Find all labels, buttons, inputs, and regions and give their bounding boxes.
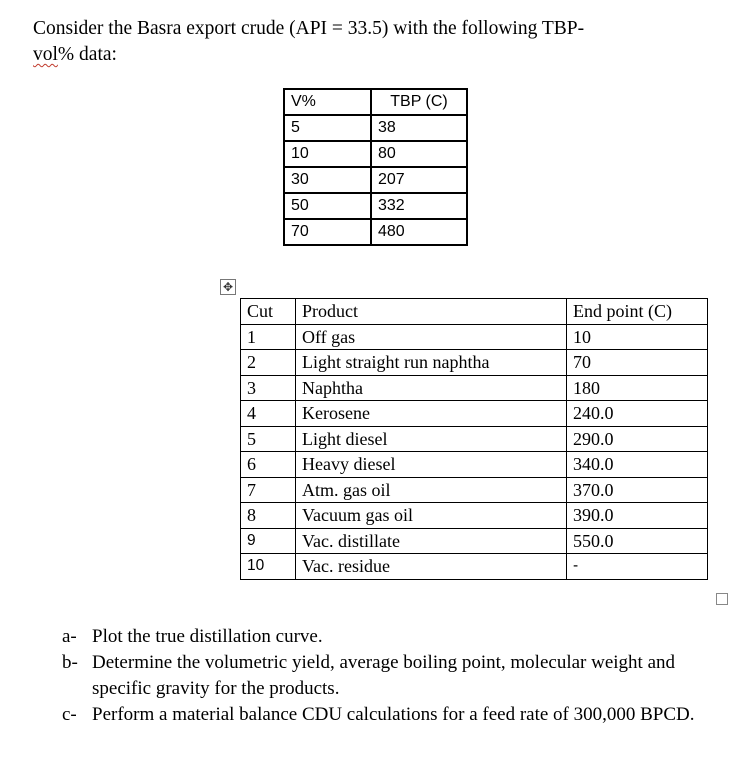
tbp-data-table	[283, 88, 468, 246]
cut-cell: 10	[241, 554, 296, 580]
end-point-cell: 240.0	[567, 401, 708, 427]
table-header-row	[241, 299, 708, 325]
table-row	[241, 324, 708, 350]
list-item-text: Determine the volumetric yield, average boiling point, molecular weight and specific gravity for the products.	[92, 652, 676, 699]
tbp-cell: 480	[371, 219, 467, 245]
list-item-text: Perform a material balance CDU calculations for a feed rate of 300,000 BPCD.	[92, 704, 695, 725]
intro-line-2-rest: % data:	[57, 44, 117, 65]
table-row	[284, 219, 467, 245]
table-row	[284, 141, 467, 167]
volume-cell: 30	[284, 167, 371, 193]
table-row	[241, 426, 708, 452]
product-cell: Vac. distillate	[296, 528, 567, 554]
cut-cell: 5	[241, 426, 296, 452]
tbp-cell: 207	[371, 167, 467, 193]
header-cell-cut: Cut	[241, 299, 296, 325]
question-list	[62, 624, 722, 728]
header-cell-product: Product	[296, 299, 567, 325]
end-point-cell: 550.0	[567, 528, 708, 554]
product-cell: Vac. residue	[296, 554, 567, 580]
spellcheck-word: vol	[33, 44, 58, 65]
table-row	[241, 452, 708, 478]
table-row	[241, 375, 708, 401]
end-point-cell: 180	[567, 375, 708, 401]
intro-line-1: Consider the Basra export crude (API = 33.5) with the following TBP-	[33, 18, 585, 39]
list-item	[62, 624, 722, 650]
product-cell: Naphtha	[296, 375, 567, 401]
table-row	[241, 477, 708, 503]
product-cell: Heavy diesel	[296, 452, 567, 478]
list-item-marker: b-	[62, 652, 78, 673]
table-row	[284, 167, 467, 193]
header-cell-end-point: End point (C)	[567, 299, 708, 325]
end-point-cell: 390.0	[567, 503, 708, 529]
list-item-marker: a-	[62, 626, 77, 647]
product-cell: Vacuum gas oil	[296, 503, 567, 529]
table-row	[241, 528, 708, 554]
intro-paragraph	[33, 16, 693, 68]
tbp-cell: 38	[371, 115, 467, 141]
end-point-cell: 10	[567, 324, 708, 350]
list-item	[62, 702, 722, 728]
product-cell: Atm. gas oil	[296, 477, 567, 503]
list-item-marker: c-	[62, 704, 77, 725]
table-row	[241, 401, 708, 427]
table-row	[284, 115, 467, 141]
volume-cell: 10	[284, 141, 371, 167]
volume-cell: 5	[284, 115, 371, 141]
cut-cell: 9	[241, 528, 296, 554]
list-item-text: Plot the true distillation curve.	[92, 626, 323, 647]
end-point-cell: 70	[567, 350, 708, 376]
header-cell-volume: V%	[284, 89, 371, 115]
move-arrows-icon[interactable]: ✥	[220, 279, 236, 295]
table-resize-handle-icon[interactable]	[716, 593, 728, 605]
table-row	[284, 193, 467, 219]
table-row	[241, 554, 708, 580]
product-cell: Light diesel	[296, 426, 567, 452]
table-header-row	[284, 89, 467, 115]
cut-cell: 6	[241, 452, 296, 478]
table-row	[241, 503, 708, 529]
end-point-cell: 370.0	[567, 477, 708, 503]
table-row	[241, 350, 708, 376]
cuts-table	[240, 298, 708, 580]
end-point-cell: 340.0	[567, 452, 708, 478]
product-cell: Off gas	[296, 324, 567, 350]
cut-cell: 7	[241, 477, 296, 503]
cut-cell: 4	[241, 401, 296, 427]
header-cell-tbp: TBP (C)	[371, 89, 467, 115]
tbp-cell: 332	[371, 193, 467, 219]
volume-cell: 70	[284, 219, 371, 245]
cut-cell: 3	[241, 375, 296, 401]
cut-cell: 2	[241, 350, 296, 376]
list-item	[62, 650, 722, 702]
volume-cell: 50	[284, 193, 371, 219]
end-point-cell: -	[567, 554, 708, 580]
product-cell: Kerosene	[296, 401, 567, 427]
cut-cell: 8	[241, 503, 296, 529]
cut-cell: 1	[241, 324, 296, 350]
tbp-cell: 80	[371, 141, 467, 167]
intro-line-2	[33, 42, 693, 68]
end-point-cell: 290.0	[567, 426, 708, 452]
product-cell: Light straight run naphtha	[296, 350, 567, 376]
